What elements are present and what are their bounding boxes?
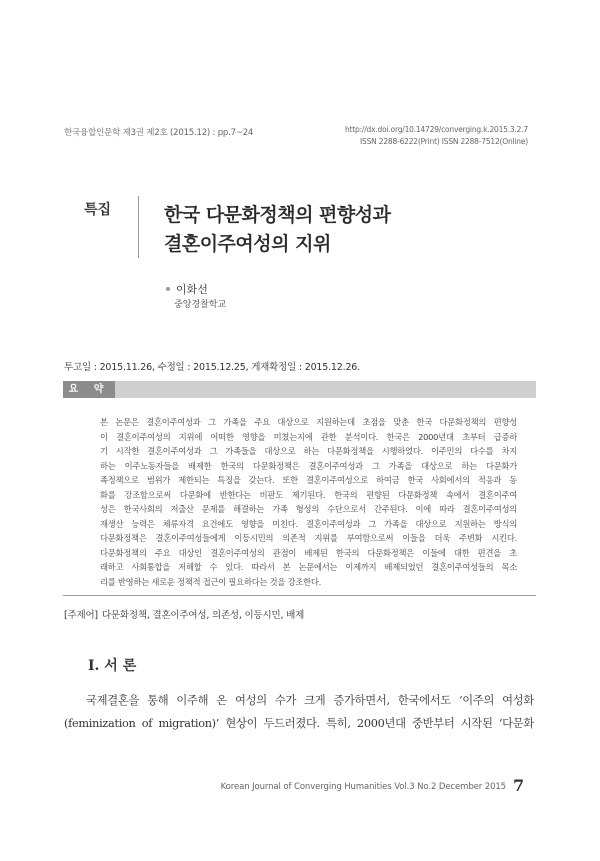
title-line-1: 한국 다문화정책의 편향성과 xyxy=(164,204,391,226)
body-line: 국제결혼을 통해 이주해 온 여성의 수가 크게 증가하면서, 한국에서도 ‘이주의 여성화 xyxy=(86,694,534,707)
abstract-line: 화를 강조함으로써 다문화에 반한다는 비판도 제기된다. 한국의 편향된 다문화정책 속에서 결혼이주여 xyxy=(100,489,517,500)
bullet-icon xyxy=(166,287,170,291)
abstract-label: 요 약 xyxy=(63,381,115,398)
title-divider xyxy=(138,196,139,258)
journal-citation: 한국융합인문학 제3권 제2호 (2015.12) : pp.7~24 xyxy=(64,128,254,138)
footer-journal: Korean Journal of Converging Humanities Vol.3 No.2 December 2015 xyxy=(220,782,506,792)
abstract-line: 하는 이주노동자들을 배제한 한국의 다문화정책은 결혼이주여성과 그 가족을 대상으로 하는 다문화가 xyxy=(100,460,517,471)
article-title xyxy=(164,201,390,259)
abstract-header-bar xyxy=(63,381,536,398)
abstract-line: 본 논문은 결혼이주여성과 그 가족을 주요 대상으로 지원하는데 초점을 맞춘 한국 다문화정책의 편향성 xyxy=(100,417,517,427)
submission-dates: 투고일 : 2015.11.26, 수정일 : 2015.12.25, 게재확정일 : 2015.12.26. xyxy=(64,362,360,373)
abstract-line: 재생산 능력은 체류자격 요건에도 영향을 미친다. 결혼이주여성과 그 가족을 대상으로 지원하는 방식의 xyxy=(100,518,517,529)
keywords xyxy=(64,607,304,621)
issn-line: ISSN 2288-6222(Print) ISSN 2288-7512(Online) xyxy=(360,137,528,146)
body-paragraph xyxy=(64,689,534,735)
abstract-line: 기 시작한 결혼이주여성과 그 가족들을 대상으로 하는 다문화정책을 시행하였다. 이주민의 다수를 차지 xyxy=(100,446,517,457)
keywords-label: [주제어] xyxy=(64,610,98,621)
abstract-text xyxy=(100,415,517,590)
doi-issn-block xyxy=(345,124,528,148)
author-name: 이화선 xyxy=(176,283,208,296)
author xyxy=(166,281,208,297)
abstract-line: 족정책으로 범위가 제한되는 특징을 갖는다. 또한 결혼이주여성으로 하여금 한국 사회에서의 적응과 동 xyxy=(100,475,517,486)
abstract-line: 리를 반영하는 새로운 정책적 접근이 필요하다는 것을 강조한다. xyxy=(100,577,321,588)
doi-link[interactable]: http://dx.doi.org/10.14729/converging.k.2015.3.2.7 xyxy=(344,125,528,134)
body-line: (feminization of migration)’ 현상이 두드러졌다. 특히, 2000년대 중반부터 시작된 ‘다문화 xyxy=(64,717,534,730)
section-label: 특집 xyxy=(84,202,112,218)
author-affiliation: 중앙경찰학교 xyxy=(174,300,227,310)
abstract-line: 이 결혼이주여성의 지위에 어떠한 영향을 미쳤는지에 관한 분석이다. 한국은 2000년대 초부터 급증하 xyxy=(100,431,517,442)
abstract-line: 다문화정책은 결혼이주여성들에게 이등시민의 의존적 지위를 부여함으로써 이들을 더욱 주변화 시킨다. xyxy=(100,533,517,544)
keywords-text: 다문화정책, 결혼이주여성, 의존성, 이등시민, 배제 xyxy=(101,610,305,621)
abstract-line: 다문화정책의 주요 대상인 결혼이주여성의 관점이 배제된 한국의 다문화정책은 이들에 대한 편견을 초 xyxy=(100,547,517,558)
page-number: 7 xyxy=(513,776,525,795)
section-heading: Ⅰ. 서 론 xyxy=(88,658,137,674)
title-line-2: 결혼이주여성의 지위 xyxy=(164,233,331,255)
abstract-line: 래하고 사회통합을 저해할 수 있다. 따라서 본 논문에서는 이제까지 배제되었던 결혼이주여성들의 목소 xyxy=(100,562,517,573)
abstract-line: 성은 한국사회의 저출산 문제를 해결하는 가족 형성의 수단으로서 간주된다. 이에 따라 결혼이주여성의 xyxy=(100,504,517,515)
